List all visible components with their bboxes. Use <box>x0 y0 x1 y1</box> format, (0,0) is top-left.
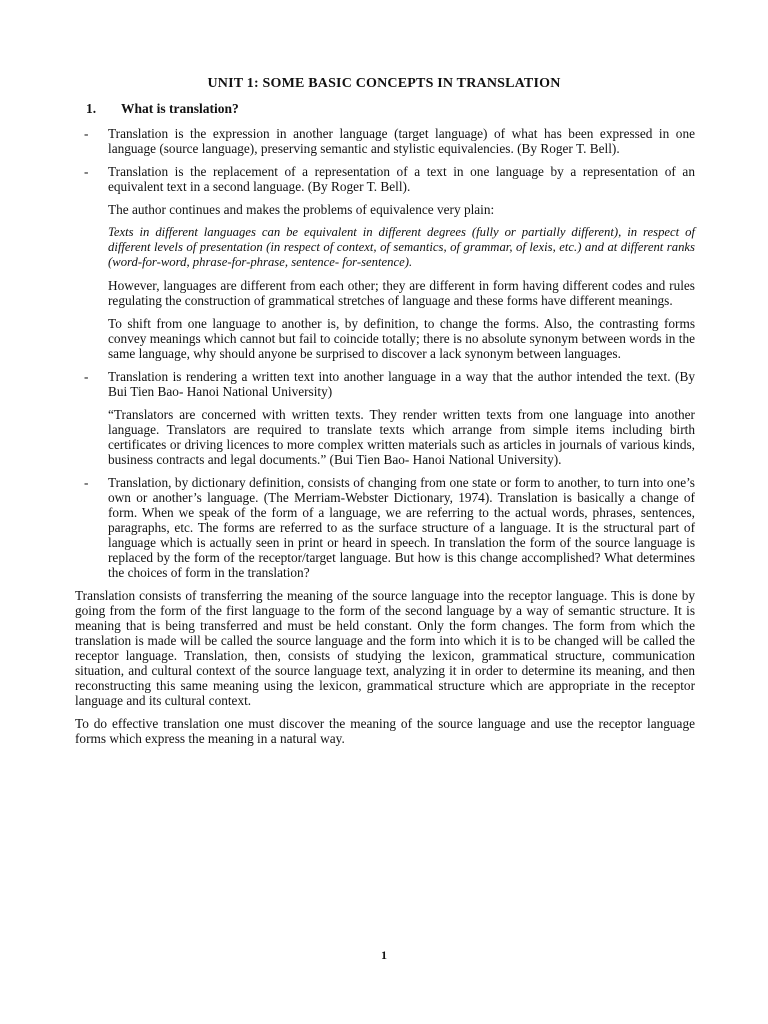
paragraph: To do effective translation one must discover the meaning of the source language and use the receptor language forms which express the meaning in a natural way. <box>75 716 695 746</box>
bullet-paragraph <box>75 369 695 399</box>
paragraph-text: Translation is rendering a written text into another language in a way that the author intended the text. (By Bui Tien Bao- Hanoi National University) <box>108 369 695 399</box>
section-number: 1. <box>86 101 97 116</box>
paragraph: Translation consists of transferring the meaning of the source language into the receptor language. This is done by going from the form of the first language to the form of the second language by a way of semantic structure. It is meaning that is being transferred and must be held constant. Only the form changes. The form from which the translation is made will be called the source language and the form into which it is to be changed will be called the receptor language. Translation, then, consists of studying the lexicon, grammatical structure, communication situation, and cultural context of the source language text, analyzing it in order to determine its meaning, and then reconstructing this same meaning using the lexicon, grammatical structure which are appropriate in the receptor language and its cultural context. <box>75 588 695 708</box>
paragraph: However, languages are different from each other; they are different in form having different codes and rules regulating the construction of grammatical stretches of language and these forms have different meanings. <box>108 278 695 308</box>
paragraph-text: Translation is the replacement of a representation of a text in one language by a representation of an equivalent text in a second language. (By Roger T. Bell). <box>108 164 695 194</box>
paragraph: The author continues and makes the problems of equivalence very plain: <box>108 202 495 217</box>
bullet-dash: - <box>84 475 89 490</box>
section-heading <box>86 101 239 117</box>
quote-paragraph: Texts in different languages can be equivalent in different degrees (fully or partially different), in respect of different levels of presentation (in respect of context, of semantics, of grammar, of lexis, etc.) and at different ranks (word-for-word, phrase-for-phrase, sentence- for-sentence). <box>108 225 695 269</box>
bullet-paragraph <box>75 126 695 156</box>
bullet-dash: - <box>84 369 89 384</box>
paragraph-text: Translation is the expression in another language (target language) of what has been expressed in one language (source language), preserving semantic and stylistic equivalencies. (By Roger T. Bell). <box>108 126 695 156</box>
document-title: UNIT 1: SOME BASIC CONCEPTS IN TRANSLATION <box>207 76 561 91</box>
bullet-dash: - <box>84 126 89 141</box>
bullet-paragraph <box>75 164 695 194</box>
page-number: 1 <box>381 948 387 962</box>
paragraph: To shift from one language to another is, by definition, to change the forms. Also, the contrasting forms convey meanings which cannot but fail to coincide totally; there is no absolute synonym between words in the same language, why should anyone be surprised to discover a lack synonym between languages. <box>108 316 695 361</box>
bullet-dash: - <box>84 164 89 179</box>
document-body <box>75 126 695 754</box>
paragraph-text: Translation, by dictionary definition, consists of changing from one state or form to another, to turn into one’s own or another’s language. (The Merriam-Webster Dictionary, 1974). Translation is basically a change of form. When we speak of the form of a language, we are referring to the actual words, phrases, sentences, paragraphs, etc. The forms are referred to as the surface structure of a language. It is the structural part of language which is actually seen in print or heard in speech. In translation the form of the source language is replaced by the form of the receptor/target language. But how is this change accomplished? What determines the choices of form in the translation? <box>108 475 695 580</box>
section-title: What is translation? <box>121 101 239 116</box>
paragraph: “Translators are concerned with written texts. They render written texts from one language into another language. Translators are required to translate texts which arrange from simple items including birth certificates or driving licences to more complex written materials such as articles in journals of various kinds, business contracts and legal documents.” (Bui Tien Bao- Hanoi National University). <box>108 407 695 467</box>
bullet-paragraph <box>75 475 695 580</box>
